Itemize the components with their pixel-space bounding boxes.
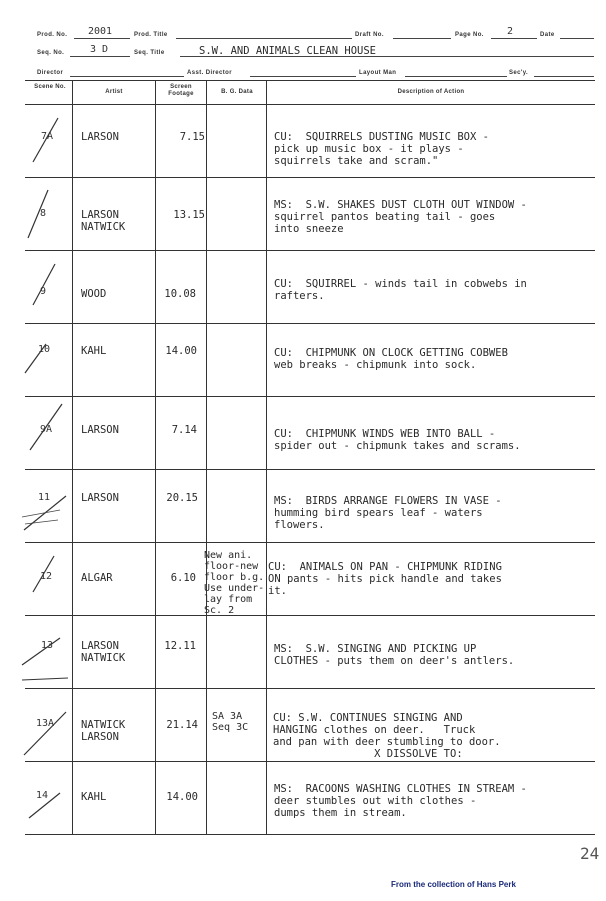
seq-no-label: Seq. No.: [37, 50, 65, 56]
footage-cell: 12.11: [164, 640, 196, 652]
seq-no-value: 3 D: [90, 44, 109, 55]
artist-cell: ALGAR: [81, 572, 113, 584]
artist-cell: KAHL: [81, 345, 107, 357]
scene-number: 10: [38, 344, 51, 355]
scene-number: 12: [40, 571, 53, 582]
description-cell: MS: BIRDS ARRANGE FLOWERS IN VASE - humming bird spears leaf - waters flowers.: [274, 495, 502, 531]
scene-number: 11: [38, 492, 51, 503]
bg-data-cell: New ani. floor-new floor b.g. Use under- lay from Sc. 2: [204, 550, 265, 615]
page-no-value: 2: [507, 26, 514, 37]
artist-cell: LARSON NATWICK: [81, 209, 126, 233]
description-cell: MS: S.W. SINGING AND PICKING UP CLOTHES - puts them on deer's antlers.: [274, 643, 515, 667]
prod-no-value: 2001: [88, 26, 113, 37]
asst-director-label: Asst. Director: [187, 70, 232, 76]
description-cell: CU: SQUIRRELS DUSTING MUSIC BOX - pick up music box - it plays - squirrels take and scram.": [274, 131, 489, 167]
seq-title-value: S.W. AND ANIMALS CLEAN HOUSE: [199, 45, 377, 57]
artist-cell: LARSON NATWICK: [81, 640, 126, 664]
prod-title-label: Prod. Title: [134, 32, 168, 38]
footage-cell: 14.00: [166, 791, 198, 803]
footage-cell: 13.15: [173, 209, 205, 221]
description-cell: CU: ANIMALS ON PAN - CHIPMUNK RIDING ON pants - hits pick handle and takes it.: [268, 561, 502, 597]
description-cell: CU: S.W. CONTINUES SINGING AND HANGING clothes on deer. Truck and pan with deer stumbling to door. X DISSOLVE TO:: [273, 712, 501, 760]
artist-cell: NATWICK LARSON: [81, 719, 126, 743]
artist-cell: LARSON: [81, 131, 119, 143]
col-header-artist: Artist: [105, 89, 123, 95]
artist-cell: KAHL: [81, 791, 107, 803]
draft-no-label: Draft No.: [355, 32, 384, 38]
footage-cell: 7.14: [171, 424, 197, 436]
scene-number: 8: [40, 208, 47, 219]
description-cell: CU: SQUIRREL - winds tail in cobwebs in rafters.: [274, 278, 527, 302]
artist-cell: LARSON: [81, 492, 119, 504]
scene-number: 13A: [36, 718, 55, 729]
scene-number: 9A: [40, 424, 53, 435]
collection-credit: From the collection of Hans Perk: [391, 880, 516, 889]
description-cell: CU: CHIPMUNK ON CLOCK GETTING COBWEB web breaks - chipmunk into sock.: [274, 347, 508, 371]
scene-number: 7A: [41, 131, 54, 142]
footage-cell: 10.08: [164, 288, 196, 300]
description-cell: MS: S.W. SHAKES DUST CLOTH OUT WINDOW - squirrel pantos beating tail - goes into sneeze: [274, 199, 527, 235]
scene-number: 14: [36, 790, 49, 801]
secy-label: Sec'y.: [509, 70, 529, 76]
footage-cell: 14.00: [165, 345, 197, 357]
footage-cell: 6.10: [170, 572, 196, 584]
artist-cell: WOOD: [81, 288, 107, 300]
page-no-label: Page No.: [455, 32, 484, 38]
date-label: Date: [540, 32, 555, 38]
bg-data-cell: SA 3A Seq 3C: [212, 711, 249, 733]
description-cell: MS: RACOONS WASHING CLOTHES IN STREAM - deer stumbles out with clothes - dumps them in stream.: [274, 783, 527, 819]
director-label: Director: [37, 70, 64, 76]
scene-number: 9: [40, 286, 47, 297]
footage-cell: 21.14: [166, 719, 198, 731]
col-header-bg-data: B. G. Data: [221, 89, 253, 95]
seq-title-label: Seq. Title: [134, 50, 165, 56]
layout-man-label: Layout Man: [359, 70, 397, 76]
footage-cell: 7.15: [179, 131, 205, 143]
page-number: 24: [580, 844, 600, 863]
scene-number: 13: [41, 640, 54, 651]
prod-no-label: Prod. No.: [37, 32, 68, 38]
col-header-description: Description of Action: [397, 89, 465, 95]
col-header-scene: Scene No.: [34, 84, 66, 90]
col-header-footage: Screen Footage: [168, 84, 194, 97]
description-cell: CU: CHIPMUNK WINDS WEB INTO BALL - spider out - chipmunk takes and scrams.: [274, 428, 521, 452]
footage-cell: 20.15: [166, 492, 198, 504]
artist-cell: LARSON: [81, 424, 119, 436]
